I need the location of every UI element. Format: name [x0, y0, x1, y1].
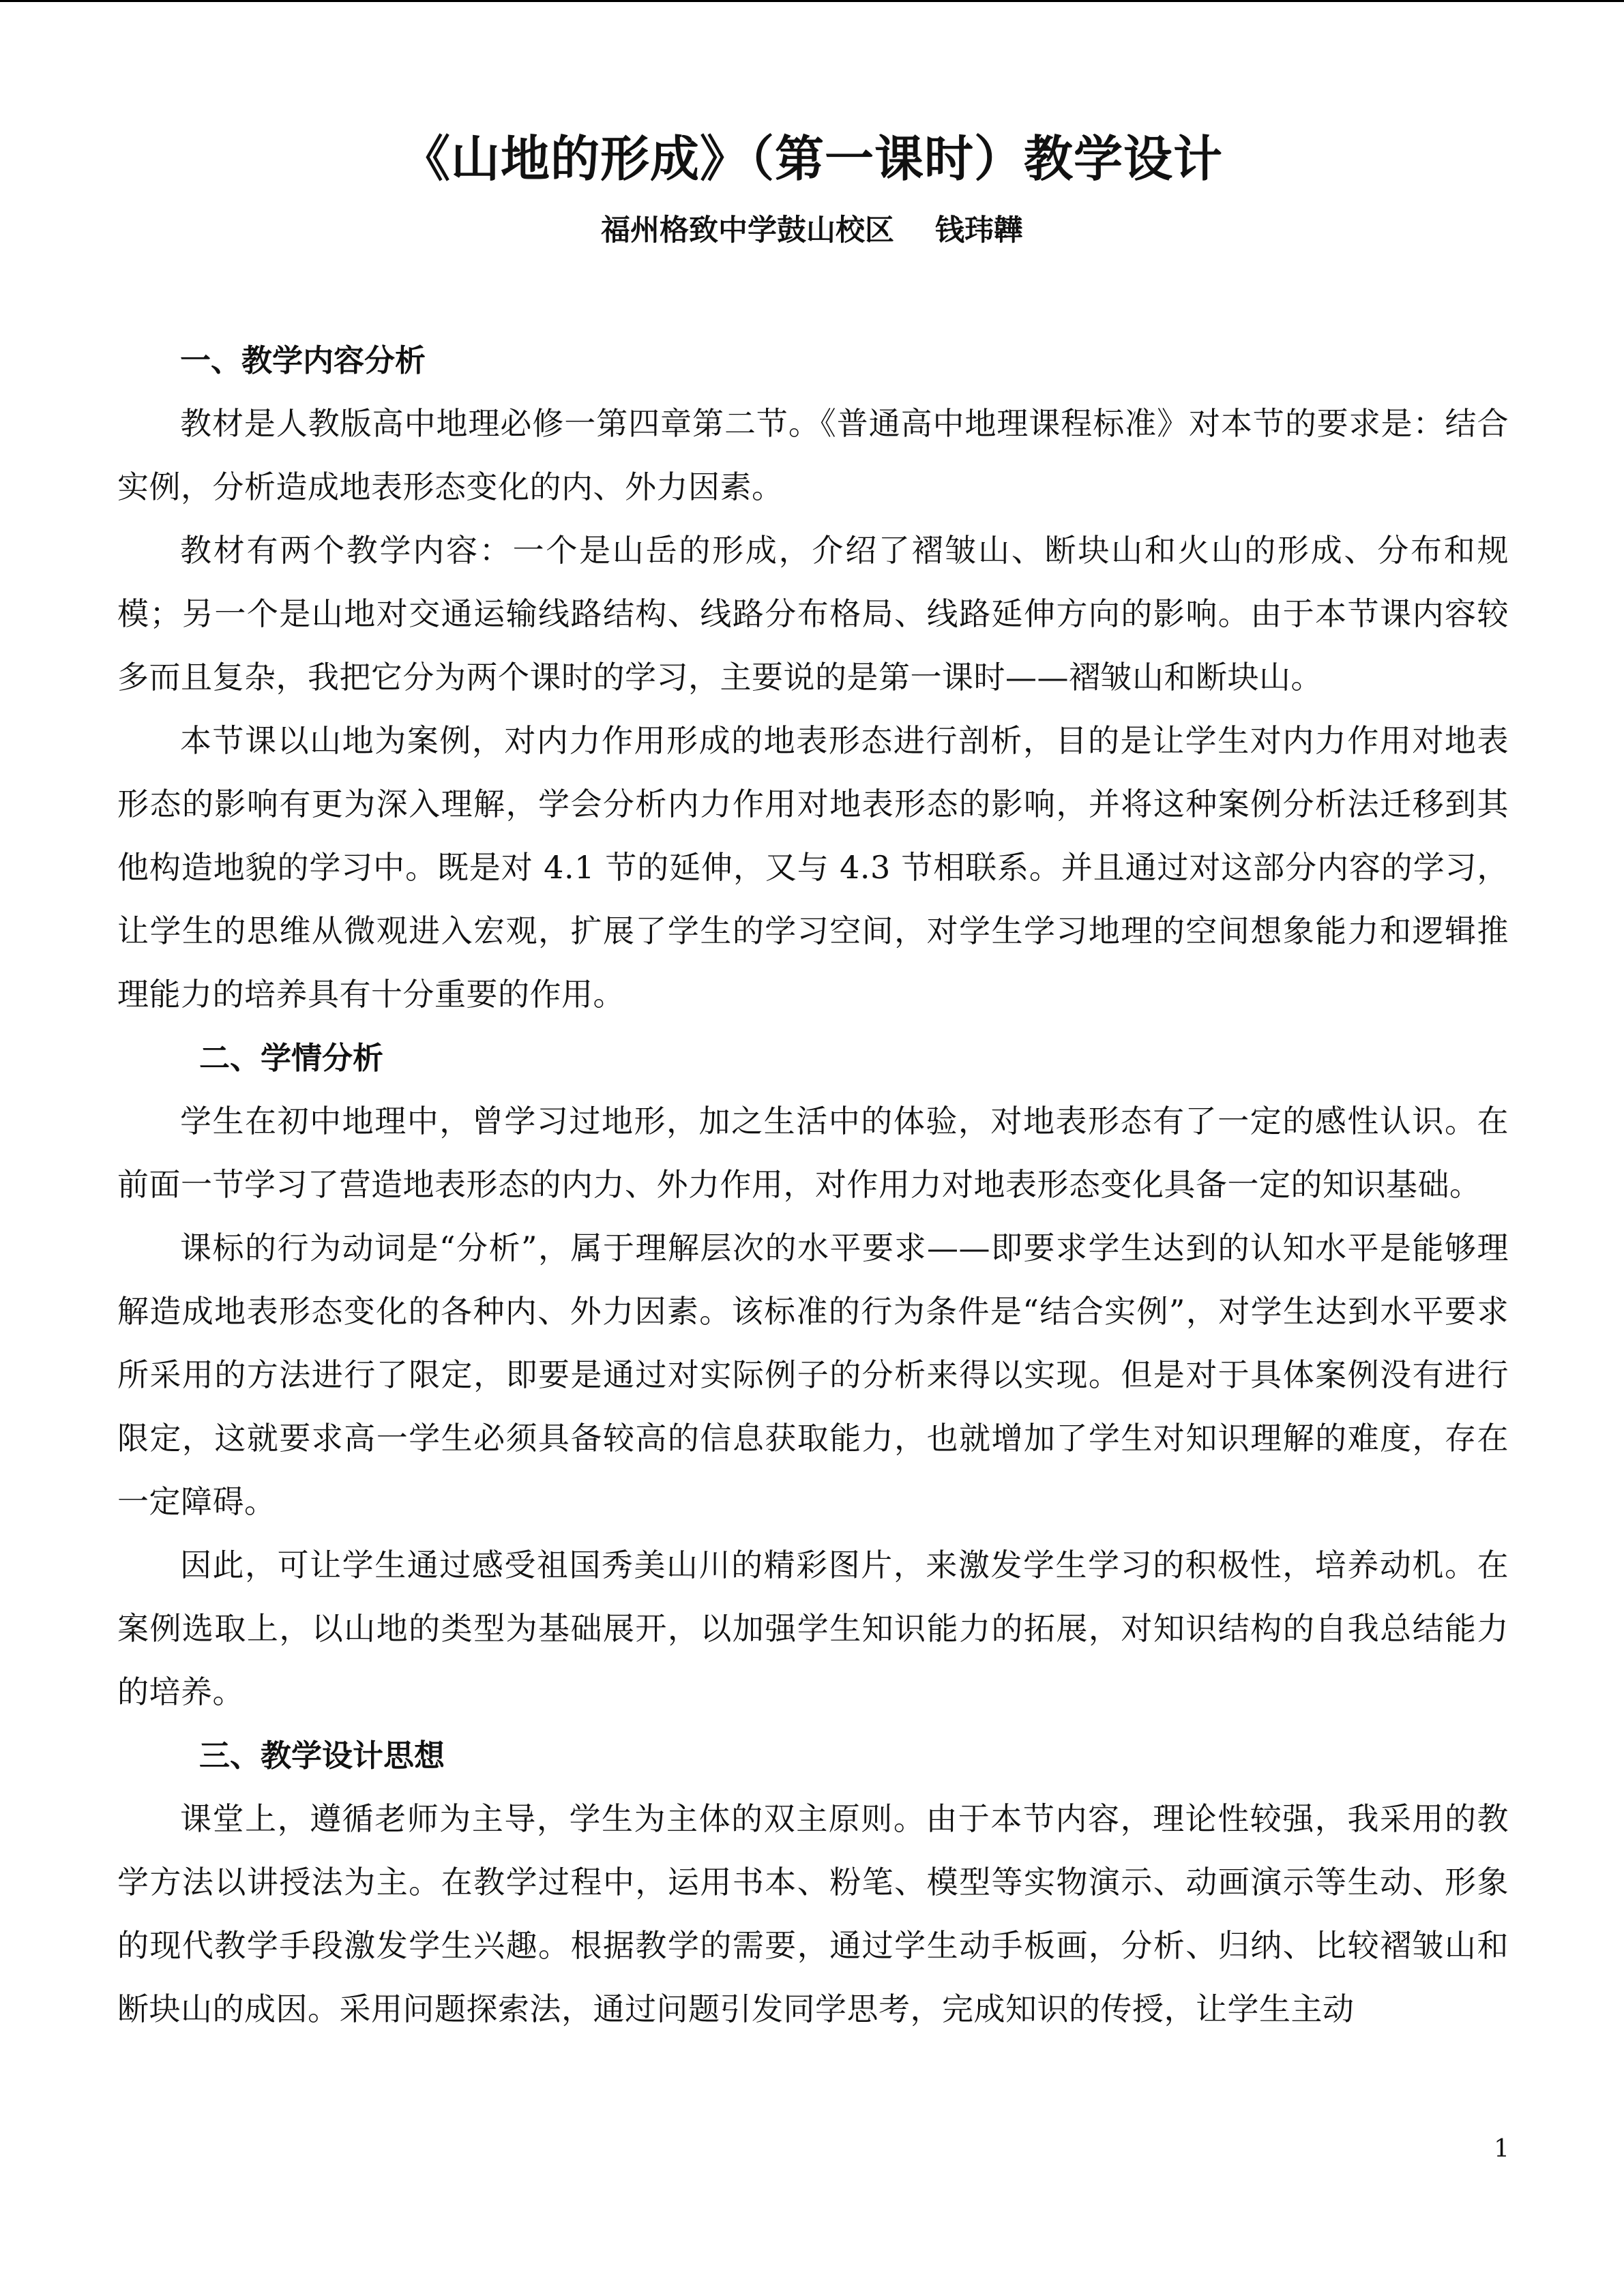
author-name: 钱玮韡: [935, 213, 1023, 248]
paragraph: 教材是人教版高中地理必修一第四章第二节。《普通高中地理课程标准》对本节的要求是：结合实例，分析造成地表形态变化的内、外力因素。: [117, 405, 1509, 505]
paragraph: 教材有两个教学内容：一个是山岳的形成，介绍了褶皱山、断块山和火山的形成、分布和规模；另一个是山地对交通运输线路结构、线路分布格局、线路延伸方向的影响。由于本节课内容较多而且复杂，我把它分为两个课时的学习，主要说的是第一课时——褶皱山和断块山。: [117, 532, 1509, 696]
paragraph: 课堂上，遵循老师为主导，学生为主体的双主原则。由于本节内容，理论性较强，我采用的教学方法以讲授法为主。在教学过程中，运用书本、粉笔、模型等实物演示、动画演示等生动、形象的现代教学手段激发学生兴趣。根据教学的需要，通过学生动手板画，分析、归纳、比较褶皱山和断块山的成因。采用问题探索法，通过问题引发同学思考，完成知识的传授，让学生主动: [117, 1800, 1509, 2027]
document-body: [117, 329, 1509, 2041]
paragraph: 因此，可让学生通过感受祖国秀美山川的精彩图片，来激发学生学习的积极性，培养动机。在案例选取上，以山地的类型为基础展开，以加强学生知识能力的拓展，对知识结构的自我总结能力的培养。: [117, 1547, 1509, 1710]
paragraph: 本节课以山地为案例，对内力作用形成的地表形态进行剖析，目的是让学生对内力作用对地表形态的影响有更为深入理解，学会分析内力作用对地表形态的影响，并将这种案例分析法迁移到其他构造地貌的学习中。既是对 4.1 节的延伸，又与 4.3 节相联系。并且通过对这部分内容的学习，让学生的思维从微观进入宏观，扩展了学生的学习空间，对学生学习地理的空间想象能力和逻辑推理能力的培养具有十分重要的作用。: [117, 722, 1509, 1013]
section-heading-content-analysis: 一、教学内容分析: [180, 342, 426, 378]
page-number: 1: [1494, 2135, 1509, 2163]
paragraph: 课标的行为动词是“分析”，属于理解层次的水平要求——即要求学生达到的认知水平是能够理解造成地表形态变化的各种内、外力因素。该标准的行为条件是“结合实例”，对学生达到水平要求所采用的方法进行了限定，即要是通过对实际例子的分析来得以实现。但是对于具体案例没有进行限定，这就要求高一学生必须具备较高的信息获取能力，也就增加了学生对知识理解的难度，存在一定障碍。: [117, 1229, 1509, 1520]
section-heading-learner-analysis: 二、学情分析: [199, 1040, 384, 1076]
author-line: [0, 209, 1624, 252]
page-top-border: [0, 0, 1624, 2]
school-name: 福州格致中学鼓山校区: [601, 213, 894, 248]
page-title: 《山地的形成》（第一课时）教学设计: [400, 130, 1223, 188]
paragraph: 学生在初中地理中，曾学习过地形，加之生活中的体验，对地表形态有了一定的感性认识。在前面一节学习了营造地表形态的内力、外力作用，对作用力对地表形态变化具备一定的知识基础。: [117, 1103, 1509, 1203]
section-heading-design-idea: 三、教学设计思想: [199, 1738, 445, 1774]
